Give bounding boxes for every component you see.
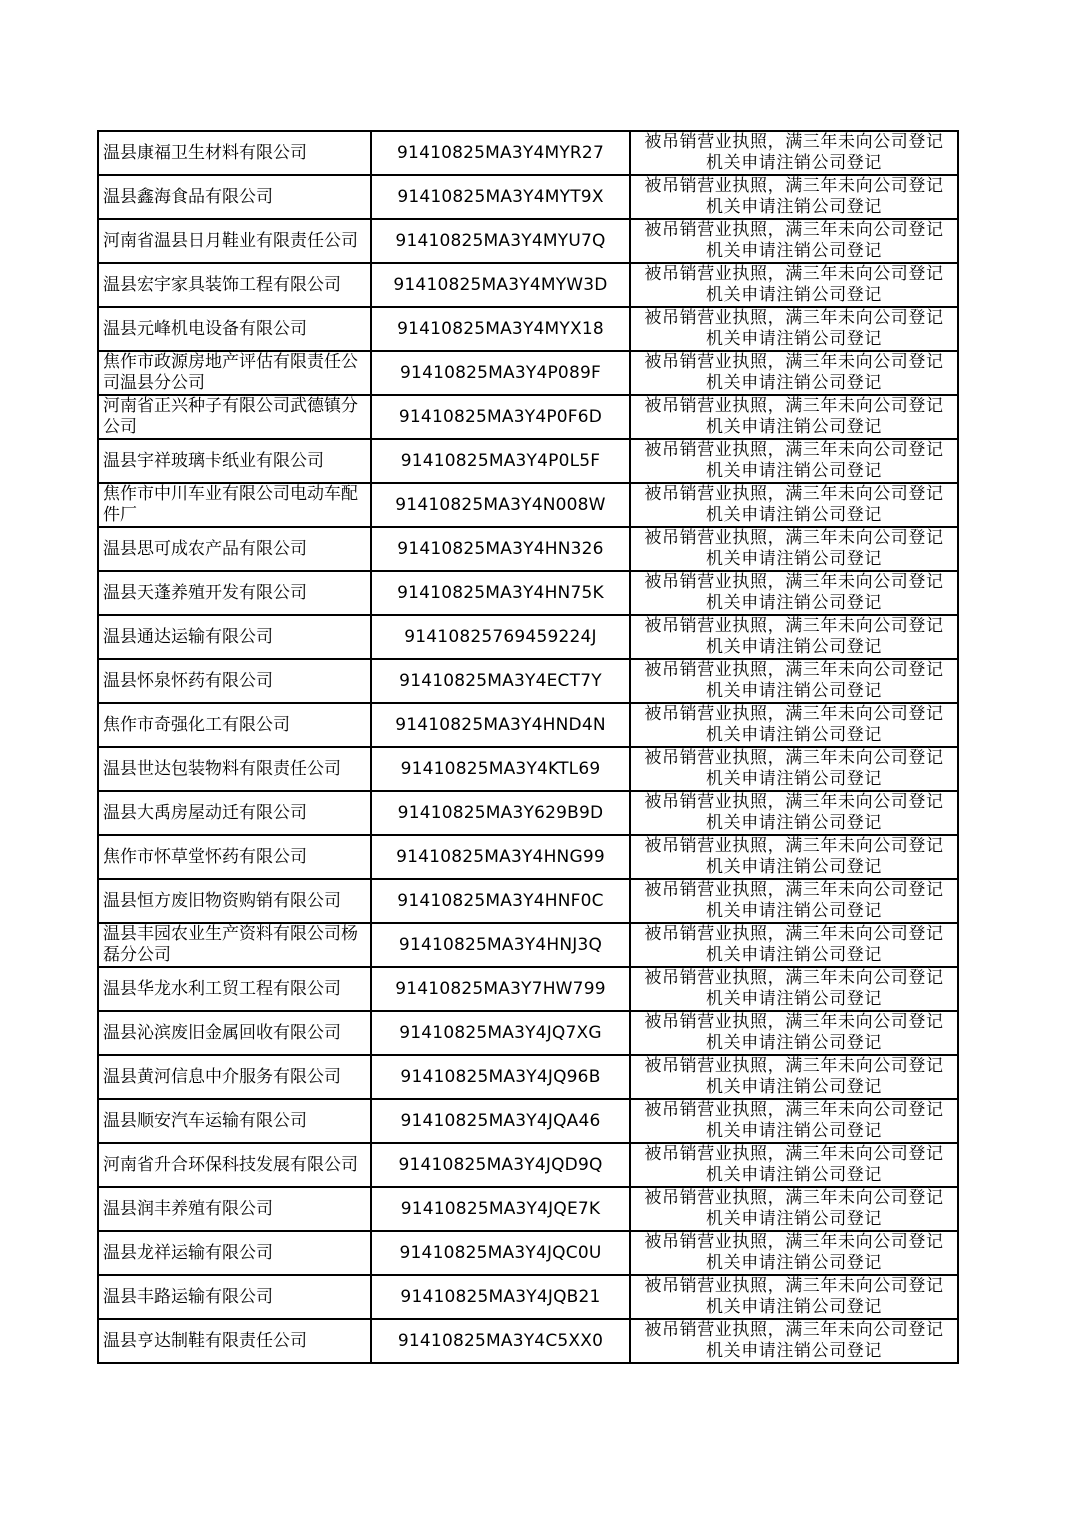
credit-code-cell: 91410825MA3Y4JQA46 bbox=[371, 1099, 630, 1143]
company-name-cell: 河南省升合环保科技发展有限公司 bbox=[98, 1143, 371, 1187]
status-cell bbox=[630, 483, 958, 527]
table-row bbox=[98, 703, 958, 747]
status-cell bbox=[630, 1011, 958, 1055]
table-row bbox=[98, 967, 958, 1011]
status-cell bbox=[630, 703, 958, 747]
status-line-1: 被吊销营业执照，满三年未向公司登记 bbox=[644, 968, 944, 988]
table-row bbox=[98, 439, 958, 483]
table-row bbox=[98, 263, 958, 307]
table-row bbox=[98, 395, 958, 439]
status-cell bbox=[630, 395, 958, 439]
table-row bbox=[98, 1319, 958, 1363]
status-cell bbox=[630, 1231, 958, 1275]
table-row bbox=[98, 615, 958, 659]
status-cell bbox=[630, 967, 958, 1011]
status-cell bbox=[630, 747, 958, 791]
company-revocation-table bbox=[97, 130, 959, 1364]
credit-code-cell: 91410825MA3Y4HND4N bbox=[371, 703, 630, 747]
company-name-cell: 温县亨达制鞋有限责任公司 bbox=[98, 1319, 371, 1363]
table-row bbox=[98, 175, 958, 219]
table-row bbox=[98, 571, 958, 615]
status-line-1: 被吊销营业执照，满三年未向公司登记 bbox=[644, 704, 944, 724]
status-cell bbox=[630, 219, 958, 263]
status-line-2: 机关申请注销公司登记 bbox=[706, 813, 882, 833]
status-cell bbox=[630, 263, 958, 307]
status-line-1: 被吊销营业执照，满三年未向公司登记 bbox=[644, 1188, 944, 1208]
table-row bbox=[98, 219, 958, 263]
status-cell bbox=[630, 923, 958, 967]
status-line-2: 机关申请注销公司登记 bbox=[706, 857, 882, 877]
company-name-cell: 温县鑫海食品有限公司 bbox=[98, 175, 371, 219]
status-line-2: 机关申请注销公司登记 bbox=[706, 901, 882, 921]
table-row bbox=[98, 747, 958, 791]
status-cell bbox=[630, 439, 958, 483]
status-line-2: 机关申请注销公司登记 bbox=[706, 769, 882, 789]
credit-code-cell: 91410825MA3Y4P089F bbox=[371, 351, 630, 395]
status-line-1: 被吊销营业执照，满三年未向公司登记 bbox=[644, 396, 944, 416]
company-name-cell: 温县华龙水利工贸工程有限公司 bbox=[98, 967, 371, 1011]
status-line-1: 被吊销营业执照，满三年未向公司登记 bbox=[644, 528, 944, 548]
status-line-1: 被吊销营业执照，满三年未向公司登记 bbox=[644, 660, 944, 680]
table-row bbox=[98, 1231, 958, 1275]
status-cell bbox=[630, 615, 958, 659]
credit-code-cell: 91410825MA3Y4MYX18 bbox=[371, 307, 630, 351]
status-line-2: 机关申请注销公司登记 bbox=[706, 945, 882, 965]
company-name-cell: 河南省温县日月鞋业有限责任公司 bbox=[98, 219, 371, 263]
table-row bbox=[98, 1187, 958, 1231]
status-line-2: 机关申请注销公司登记 bbox=[706, 1341, 882, 1361]
company-name-cell: 温县黄河信息中介服务有限公司 bbox=[98, 1055, 371, 1099]
company-name-cell: 温县沁滨废旧金属回收有限公司 bbox=[98, 1011, 371, 1055]
company-name-cell: 温县宏宇家具装饰工程有限公司 bbox=[98, 263, 371, 307]
credit-code-cell: 91410825MA3Y4MYU7Q bbox=[371, 219, 630, 263]
status-line-2: 机关申请注销公司登记 bbox=[706, 417, 882, 437]
status-line-1: 被吊销营业执照，满三年未向公司登记 bbox=[644, 1100, 944, 1120]
status-cell bbox=[630, 791, 958, 835]
table-row bbox=[98, 835, 958, 879]
table-row bbox=[98, 659, 958, 703]
status-cell bbox=[630, 351, 958, 395]
table-row bbox=[98, 1099, 958, 1143]
status-line-2: 机关申请注销公司登记 bbox=[706, 505, 882, 525]
status-cell bbox=[630, 1143, 958, 1187]
table-row bbox=[98, 879, 958, 923]
status-line-1: 被吊销营业执照，满三年未向公司登记 bbox=[644, 836, 944, 856]
credit-code-cell: 91410825MA3Y4MYT9X bbox=[371, 175, 630, 219]
status-line-2: 机关申请注销公司登记 bbox=[706, 549, 882, 569]
company-name-cell: 温县恒方废旧物资购销有限公司 bbox=[98, 879, 371, 923]
table-row bbox=[98, 1011, 958, 1055]
company-name-cell: 焦作市中川车业有限公司电动车配件厂 bbox=[98, 483, 371, 527]
credit-code-cell: 91410825MA3Y4ECT7Y bbox=[371, 659, 630, 703]
status-line-2: 机关申请注销公司登记 bbox=[706, 1077, 882, 1097]
table-row bbox=[98, 1275, 958, 1319]
status-cell bbox=[630, 527, 958, 571]
credit-code-cell: 91410825MA3Y4JQC0U bbox=[371, 1231, 630, 1275]
status-line-2: 机关申请注销公司登记 bbox=[706, 197, 882, 217]
credit-code-cell: 91410825MA3Y4JQ7XG bbox=[371, 1011, 630, 1055]
status-cell bbox=[630, 1187, 958, 1231]
status-line-1: 被吊销营业执照，满三年未向公司登记 bbox=[644, 1276, 944, 1296]
status-line-1: 被吊销营业执照，满三年未向公司登记 bbox=[644, 792, 944, 812]
credit-code-cell: 91410825MA3Y4MYR27 bbox=[371, 131, 630, 175]
credit-code-cell: 91410825MA3Y4JQB21 bbox=[371, 1275, 630, 1319]
status-line-1: 被吊销营业执照，满三年未向公司登记 bbox=[644, 924, 944, 944]
table-row bbox=[98, 791, 958, 835]
company-name-cell: 温县丰路运输有限公司 bbox=[98, 1275, 371, 1319]
table-row bbox=[98, 1143, 958, 1187]
status-line-2: 机关申请注销公司登记 bbox=[706, 1121, 882, 1141]
status-line-2: 机关申请注销公司登记 bbox=[706, 637, 882, 657]
status-line-2: 机关申请注销公司登记 bbox=[706, 989, 882, 1009]
table-row bbox=[98, 527, 958, 571]
credit-code-cell: 91410825MA3Y4HNF0C bbox=[371, 879, 630, 923]
company-name-cell: 温县世达包装物料有限责任公司 bbox=[98, 747, 371, 791]
company-name-cell: 温县龙祥运输有限公司 bbox=[98, 1231, 371, 1275]
status-cell bbox=[630, 1099, 958, 1143]
status-line-2: 机关申请注销公司登记 bbox=[706, 285, 882, 305]
credit-code-cell: 91410825MA3Y4JQ96B bbox=[371, 1055, 630, 1099]
credit-code-cell: 91410825MA3Y4C5XX0 bbox=[371, 1319, 630, 1363]
status-line-1: 被吊销营业执照，满三年未向公司登记 bbox=[644, 1320, 944, 1340]
company-name-cell: 焦作市政源房地产评估有限责任公司温县分公司 bbox=[98, 351, 371, 395]
status-cell bbox=[630, 131, 958, 175]
table-body bbox=[98, 131, 958, 1363]
status-line-2: 机关申请注销公司登记 bbox=[706, 725, 882, 745]
status-line-1: 被吊销营业执照，满三年未向公司登记 bbox=[644, 132, 944, 152]
company-name-cell: 温县丰园农业生产资料有限公司杨磊分公司 bbox=[98, 923, 371, 967]
status-line-2: 机关申请注销公司登记 bbox=[706, 1253, 882, 1273]
status-line-2: 机关申请注销公司登记 bbox=[706, 1209, 882, 1229]
status-line-1: 被吊销营业执照，满三年未向公司登记 bbox=[644, 1012, 944, 1032]
credit-code-cell: 91410825MA3Y4JQD9Q bbox=[371, 1143, 630, 1187]
credit-code-cell: 91410825769459224J bbox=[371, 615, 630, 659]
credit-code-cell: 91410825MA3Y4HNJ3Q bbox=[371, 923, 630, 967]
status-line-2: 机关申请注销公司登记 bbox=[706, 329, 882, 349]
status-line-2: 机关申请注销公司登记 bbox=[706, 1297, 882, 1317]
company-name-cell: 温县思可成农产品有限公司 bbox=[98, 527, 371, 571]
credit-code-cell: 91410825MA3Y4N008W bbox=[371, 483, 630, 527]
status-line-1: 被吊销营业执照，满三年未向公司登记 bbox=[644, 308, 944, 328]
status-line-1: 被吊销营业执照，满三年未向公司登记 bbox=[644, 1056, 944, 1076]
company-name-cell: 温县顺安汽车运输有限公司 bbox=[98, 1099, 371, 1143]
company-name-cell: 温县天蓬养殖开发有限公司 bbox=[98, 571, 371, 615]
company-name-cell: 河南省正兴种子有限公司武德镇分公司 bbox=[98, 395, 371, 439]
company-name-cell: 温县宇祥玻璃卡纸业有限公司 bbox=[98, 439, 371, 483]
status-line-1: 被吊销营业执照，满三年未向公司登记 bbox=[644, 484, 944, 504]
credit-code-cell: 91410825MA3Y4MYW3D bbox=[371, 263, 630, 307]
credit-code-cell: 91410825MA3Y4HN75K bbox=[371, 571, 630, 615]
company-name-cell: 温县康福卫生材料有限公司 bbox=[98, 131, 371, 175]
company-name-cell: 温县元峰机电设备有限公司 bbox=[98, 307, 371, 351]
status-line-1: 被吊销营业执照，满三年未向公司登记 bbox=[644, 264, 944, 284]
status-line-1: 被吊销营业执照，满三年未向公司登记 bbox=[644, 748, 944, 768]
status-line-1: 被吊销营业执照，满三年未向公司登记 bbox=[644, 352, 944, 372]
credit-code-cell: 91410825MA3Y629B9D bbox=[371, 791, 630, 835]
status-line-2: 机关申请注销公司登记 bbox=[706, 461, 882, 481]
credit-code-cell: 91410825MA3Y7HW799 bbox=[371, 967, 630, 1011]
status-line-2: 机关申请注销公司登记 bbox=[706, 1033, 882, 1053]
status-line-1: 被吊销营业执照，满三年未向公司登记 bbox=[644, 572, 944, 592]
table-row bbox=[98, 923, 958, 967]
status-cell bbox=[630, 307, 958, 351]
table-row bbox=[98, 1055, 958, 1099]
company-name-cell: 温县通达运输有限公司 bbox=[98, 615, 371, 659]
company-name-cell: 焦作市怀草堂怀药有限公司 bbox=[98, 835, 371, 879]
status-cell bbox=[630, 175, 958, 219]
status-cell bbox=[630, 835, 958, 879]
status-line-2: 机关申请注销公司登记 bbox=[706, 373, 882, 393]
status-line-1: 被吊销营业执照，满三年未向公司登记 bbox=[644, 1144, 944, 1164]
status-line-1: 被吊销营业执照，满三年未向公司登记 bbox=[644, 1232, 944, 1252]
status-line-2: 机关申请注销公司登记 bbox=[706, 153, 882, 173]
status-cell bbox=[630, 1319, 958, 1363]
credit-code-cell: 91410825MA3Y4JQE7K bbox=[371, 1187, 630, 1231]
company-name-cell: 焦作市奇强化工有限公司 bbox=[98, 703, 371, 747]
table-row bbox=[98, 483, 958, 527]
company-name-cell: 温县润丰养殖有限公司 bbox=[98, 1187, 371, 1231]
credit-code-cell: 91410825MA3Y4HNG99 bbox=[371, 835, 630, 879]
status-line-1: 被吊销营业执照，满三年未向公司登记 bbox=[644, 220, 944, 240]
status-cell bbox=[630, 571, 958, 615]
table-row bbox=[98, 351, 958, 395]
status-cell bbox=[630, 659, 958, 703]
status-line-1: 被吊销营业执照，满三年未向公司登记 bbox=[644, 440, 944, 460]
status-line-2: 机关申请注销公司登记 bbox=[706, 593, 882, 613]
status-line-2: 机关申请注销公司登记 bbox=[706, 241, 882, 261]
status-line-1: 被吊销营业执照，满三年未向公司登记 bbox=[644, 176, 944, 196]
status-line-1: 被吊销营业执照，满三年未向公司登记 bbox=[644, 616, 944, 636]
credit-code-cell: 91410825MA3Y4P0F6D bbox=[371, 395, 630, 439]
status-cell bbox=[630, 1055, 958, 1099]
table-row bbox=[98, 307, 958, 351]
credit-code-cell: 91410825MA3Y4P0L5F bbox=[371, 439, 630, 483]
credit-code-cell: 91410825MA3Y4HN326 bbox=[371, 527, 630, 571]
status-cell bbox=[630, 1275, 958, 1319]
status-line-1: 被吊销营业执照，满三年未向公司登记 bbox=[644, 880, 944, 900]
status-line-2: 机关申请注销公司登记 bbox=[706, 1165, 882, 1185]
status-line-2: 机关申请注销公司登记 bbox=[706, 681, 882, 701]
company-name-cell: 温县大禹房屋动迁有限公司 bbox=[98, 791, 371, 835]
company-name-cell: 温县怀泉怀药有限公司 bbox=[98, 659, 371, 703]
credit-code-cell: 91410825MA3Y4KTL69 bbox=[371, 747, 630, 791]
status-cell bbox=[630, 879, 958, 923]
table-row bbox=[98, 131, 958, 175]
